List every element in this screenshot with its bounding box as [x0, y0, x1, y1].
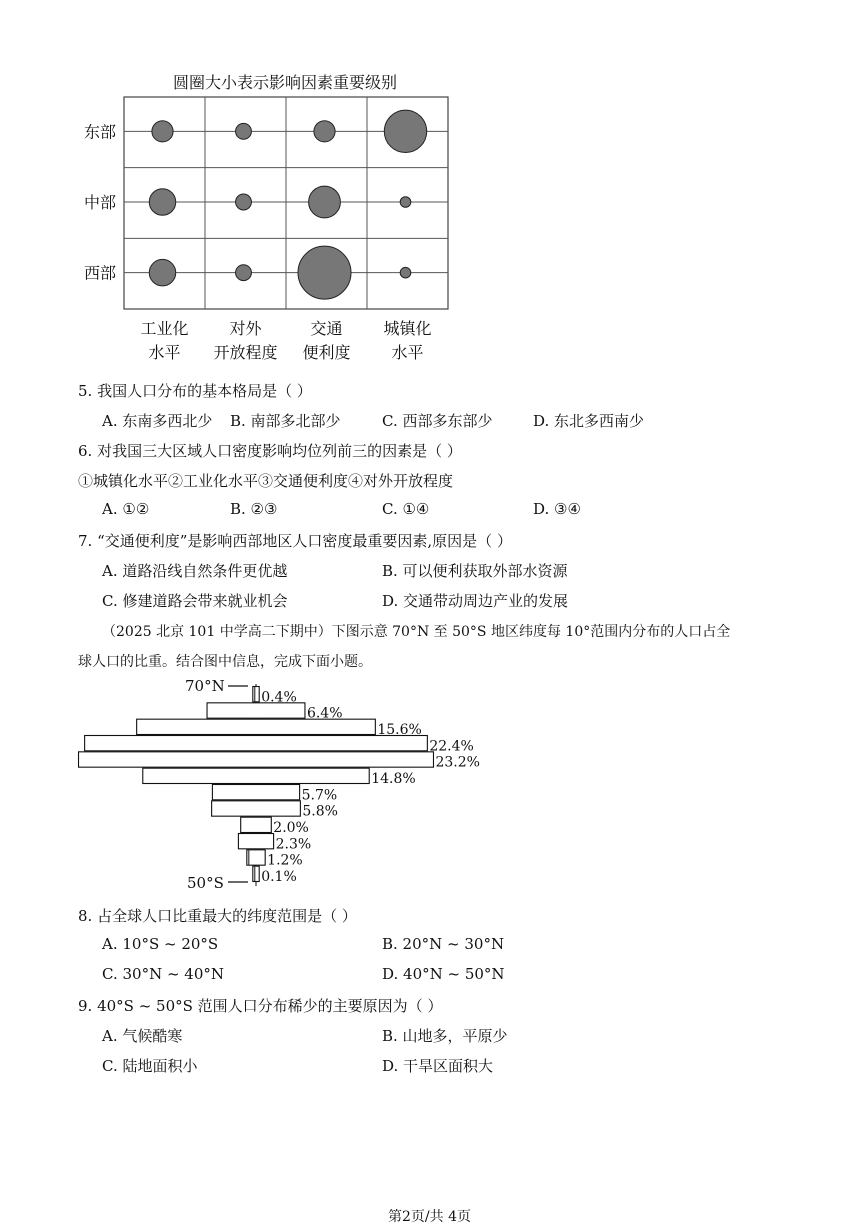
column-label: 城镇化: [383, 319, 432, 338]
latitude-bar: [212, 801, 301, 816]
q9-option-c[interactable]: C. 陆地面积小: [102, 1057, 198, 1075]
importance-bubble: [149, 259, 176, 286]
latitude-value-label: 6.4%: [306, 705, 343, 722]
q5-stem: 5. 我国人口分布的基本格局是（ ）: [78, 382, 312, 400]
importance-bubble: [400, 197, 411, 208]
column-label: 开放程度: [213, 343, 278, 362]
latitude-bar: [85, 736, 428, 751]
lat-top-label: 70°N: [185, 677, 225, 695]
q9-option-b[interactable]: B. 山地多，平原少: [382, 1027, 508, 1045]
q8-option-c[interactable]: C. 30°N ~ 40°N: [102, 965, 225, 983]
q6-option-b[interactable]: B. ②③: [230, 500, 278, 518]
latitude-value-label: 23.2%: [435, 754, 480, 771]
importance-bubble: [309, 186, 341, 218]
bubble-chart-title: 圆圈大小表示影响因素重要级别: [172, 73, 398, 92]
importance-bubble: [298, 246, 351, 299]
row-label: 西部: [84, 263, 117, 283]
q8-option-d[interactable]: D. 40°N ~ 50°N: [382, 965, 505, 983]
latitude-population-chart: [0, 672, 520, 897]
q5-option-c[interactable]: C. 西部多东部少: [382, 412, 493, 430]
column-label: 对外: [229, 319, 262, 338]
q7-option-a[interactable]: A. 道路沿线自然条件更优越: [102, 562, 288, 580]
importance-bubble: [400, 267, 411, 278]
q5-option-a[interactable]: A. 东南多西北少: [102, 412, 213, 430]
q8-stem: 8. 占全球人口比重最大的纬度范围是（ ）: [78, 907, 357, 925]
q7-stem: 7. “交通便利度”是影响西部地区人口密度最重要因素,原因是（ ）: [78, 532, 512, 550]
importance-bubble: [236, 194, 252, 210]
column-label: 工业化: [140, 319, 189, 338]
intro-line-2: 球人口的比重。结合图中信息，完成下面小题。: [78, 654, 372, 670]
latitude-value-label: 22.4%: [429, 738, 474, 755]
latitude-bar: [241, 817, 272, 832]
q9-option-d[interactable]: D. 干旱区面积大: [382, 1057, 494, 1075]
latitude-value-label: 5.8%: [302, 803, 338, 820]
q8-option-b[interactable]: B. 20°N ~ 30°N: [382, 935, 505, 953]
latitude-value-label: 1.2%: [267, 852, 303, 869]
q5-option-d[interactable]: D. 东北多西南少: [533, 412, 645, 430]
importance-bubble: [149, 189, 176, 216]
row-label: 东部: [84, 122, 117, 142]
q7-option-b[interactable]: B. 可以便利获取外部水资源: [382, 562, 568, 580]
q8-option-a[interactable]: A. 10°S ~ 20°S: [102, 935, 219, 953]
row-label: 中部: [84, 193, 117, 212]
latitude-value-label: 2.3%: [275, 836, 312, 853]
latitude-bar: [143, 768, 369, 783]
importance-bubble: [236, 265, 252, 281]
bubble-chart: [70, 66, 470, 366]
column-label: 水平: [148, 343, 181, 362]
q6-option-c[interactable]: C. ①④: [382, 500, 430, 518]
latitude-value-label: 2.0%: [273, 820, 309, 836]
q6-option-a[interactable]: A. ①②: [102, 500, 150, 518]
q6-items: ①城镇化水平②工业化水平③交通便利度④对外开放程度: [78, 472, 454, 490]
q6-option-d[interactable]: D. ③④: [533, 500, 581, 518]
column-label: 便利度: [302, 343, 351, 362]
q6-stem: 6. 对我国三大区域人口密度影响均位列前三的因素是（ ）: [78, 442, 462, 460]
latitude-bar: [238, 834, 273, 849]
q9-option-a[interactable]: A. 气候酷寒: [102, 1027, 183, 1045]
latitude-bar: [212, 785, 299, 800]
lat-bottom-label: 50°S: [187, 874, 224, 892]
q5-option-b[interactable]: B. 南部多北部少: [230, 412, 341, 430]
intro-line-1: （2025 北京 101 中学高二下期中）下图示意 70°N 至 50°S 地区纬度每 10°范围内分布的人口占全: [102, 624, 731, 640]
q7-option-d[interactable]: D. 交通带动周边产业的发展: [382, 592, 569, 610]
latitude-bar: [247, 850, 265, 865]
q7-option-c[interactable]: C. 修建道路会带来就业机会: [102, 592, 288, 610]
importance-bubble: [152, 121, 173, 142]
page-footer: 第2页/共 4页: [388, 1209, 471, 1225]
column-label: 水平: [391, 343, 424, 362]
latitude-bar: [253, 687, 259, 702]
importance-bubble: [314, 121, 335, 142]
latitude-value-label: 5.7%: [301, 787, 338, 804]
latitude-bar: [253, 866, 259, 881]
latitude-bar: [79, 752, 434, 767]
q9-stem: 9. 40°S ~ 50°S 范围人口分布稀少的主要原因为（ ）: [78, 997, 443, 1015]
importance-bubble: [236, 123, 252, 139]
latitude-value-label: 14.8%: [371, 771, 416, 787]
latitude-value-label: 0.1%: [261, 869, 297, 885]
column-label: 交通: [310, 319, 343, 338]
latitude-value-label: 0.4%: [261, 689, 297, 706]
latitude-value-label: 15.6%: [377, 722, 422, 738]
importance-bubble: [384, 110, 426, 152]
